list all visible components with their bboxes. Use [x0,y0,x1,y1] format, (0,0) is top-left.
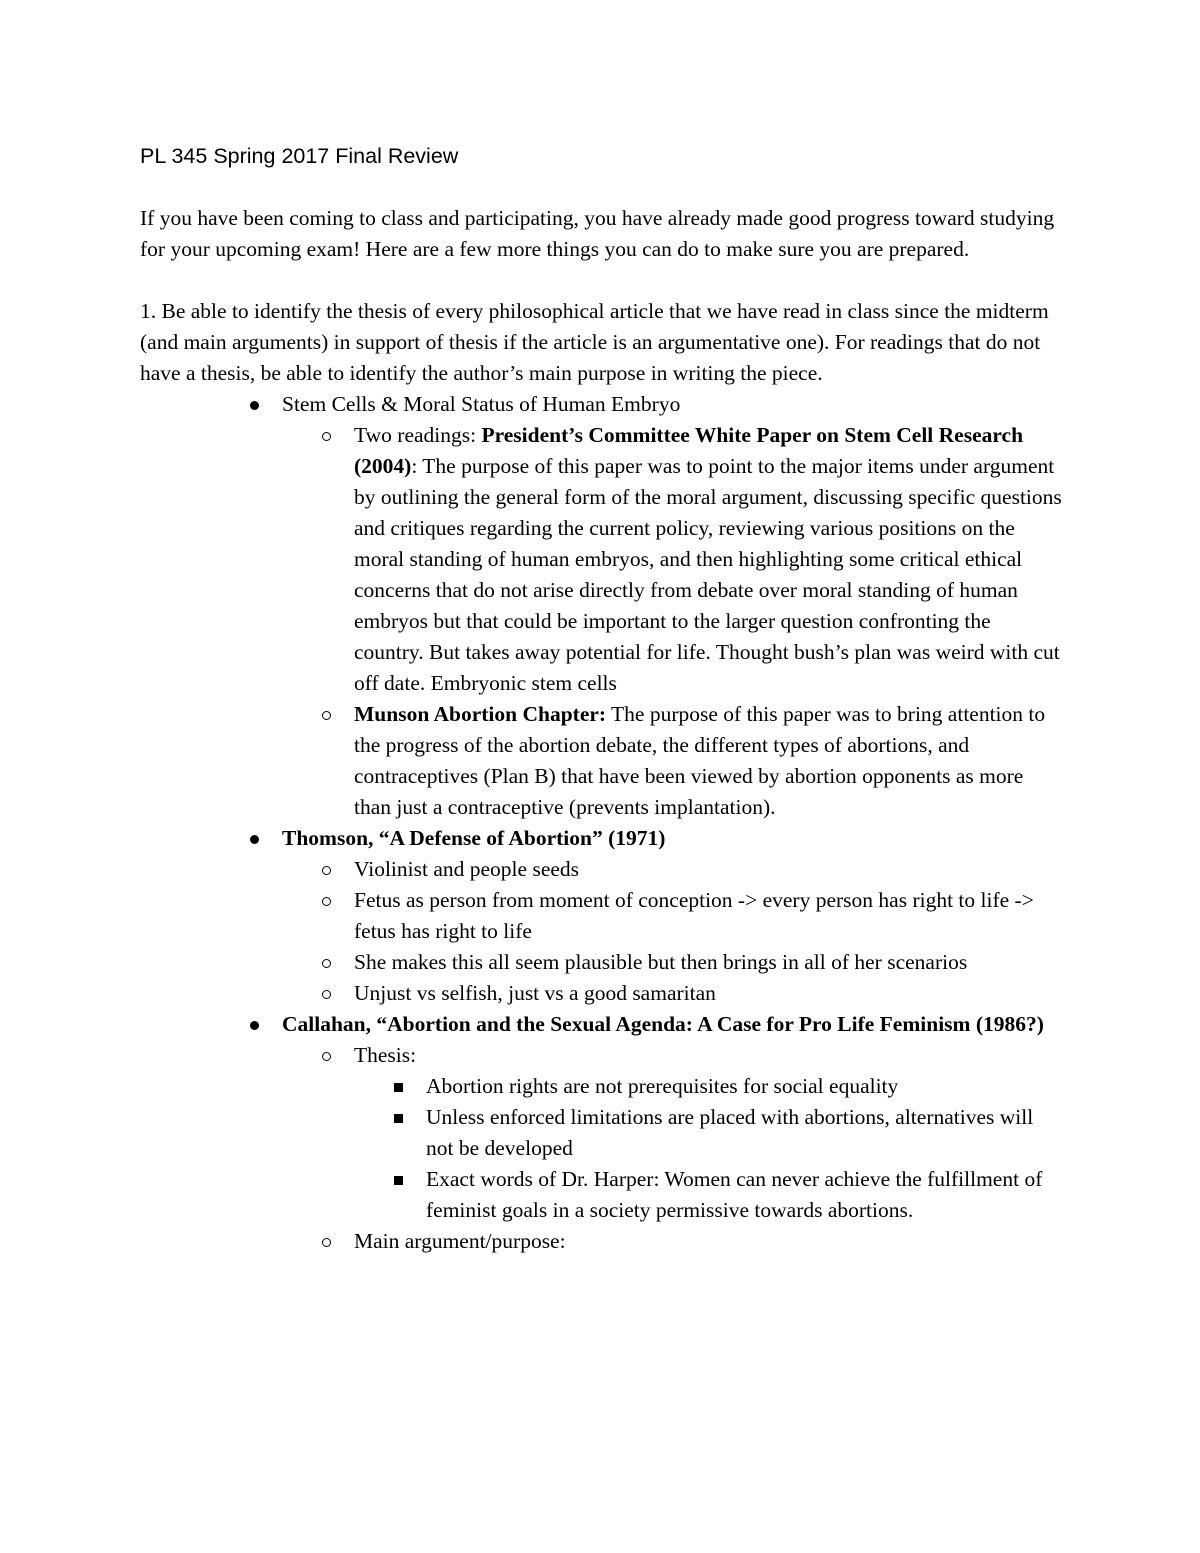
thesis-point-text: Abortion rights are not prerequisites for social equality [426,1074,899,1098]
sub-item [282,947,1065,978]
intro-paragraph: If you have been coming to class and participating, you have already made good progress toward studying for your upcoming exam! Here are a few more things you can do to make sure you are prepared. [140,206,1055,261]
sub-item-munson [282,699,1065,823]
hollow-bullet-icon [322,432,331,441]
sub-list [282,854,1065,1009]
filled-bullet-icon [250,1021,259,1030]
square-bullet-icon [394,1176,403,1185]
thesis-point [354,1071,1065,1102]
paragraph-spacer [140,265,1065,296]
thesis-point-text: Exact words of Dr. Harper: Women can never achieve the fulfillment of feminist goals in a society permissive towards abortions. [426,1167,1043,1222]
item-1-paragraph: 1. Be able to identify the thesis of every philosophical article that we have read in class since the midterm (and main arguments) in support of thesis if the article is an argumentative one). For readings that do not have a thesis, be able to identify the author’s main purpose in writing the piece. [140,299,1049,385]
hollow-bullet-icon [322,897,331,906]
reading-title: President’s Committee White Paper on Stem Cell Research (2004) [354,423,1024,478]
main-argument-label: Main argument/purpose: [354,1229,566,1253]
document-body [140,203,1065,1257]
square-bullet-icon [394,1083,403,1092]
sub-item [282,854,1065,885]
sub-item-text: She makes this all seem plausible but then brings in all of her scenarios [354,950,968,974]
thesis-label: Thesis: [354,1043,417,1067]
sub-item [282,885,1065,947]
sub-item-thesis [282,1040,1065,1226]
document-title: PL 345 Spring 2017 Final Review [140,144,459,168]
filled-bullet-icon [250,401,259,410]
sub-item-text: Violinist and people seeds [354,857,580,881]
hollow-bullet-icon [322,1238,331,1247]
hollow-bullet-icon [322,990,331,999]
filled-bullet-icon [250,835,259,844]
hollow-bullet-icon [322,866,331,875]
hollow-bullet-icon [322,711,331,720]
thesis-point-text: Unless enforced limitations are placed with abortions, alternatives will not be developed [426,1105,1034,1160]
hollow-bullet-icon [322,1052,331,1061]
topic-heading: Thomson, “A Defense of Abortion” (1971) [282,826,666,850]
sub-item-text: Unjust vs selfish, just vs a good samaritan [354,981,716,1005]
topic-heading: Stem Cells & Moral Status of Human Embryo [282,392,681,416]
topic-heading: Callahan, “Abortion and the Sexual Agenda: A Case for Pro Life Feminism (1986?) [282,1012,1044,1036]
topic-thomson [140,823,1065,1009]
topic-stem-cells [140,389,1065,823]
sub-item [282,978,1065,1009]
sub-item-text: Fetus as person from moment of conception -> every person has right to life -> fetus has right to life [354,888,1034,943]
sub-item-main-argument [282,1226,1065,1257]
topics-list [140,389,1065,1257]
hollow-bullet-icon [322,959,331,968]
topic-callahan [140,1009,1065,1257]
sub-item-white-paper [282,420,1065,699]
sub-item-text: : The purpose of this paper was to point to the major items under argument by outlining the general form of the moral argument, discussing specific questions and critiques regarding the current policy, reviewing various positions on the moral standing of human embryos, and then highlighting some critical ethical concerns that do not arise directly from debate over moral standing of human embryos but that could be important to the larger question confronting the country. But takes away potential for life. Thought bush’s plan was weird with cut off date. Embryonic stem cells [354,454,1062,695]
sub-item-prefix: Two readings: [354,423,482,447]
sub-item-text: The purpose of this paper was to bring attention to the progress of the abortion debate, the different types of abortions, and contraceptives (Plan B) that have been viewed by abortion opponents as more than just a contraceptive (prevents implantation). [354,702,1046,819]
thesis-points-list [354,1071,1065,1226]
thesis-point [354,1102,1065,1164]
sub-list [282,420,1065,823]
reading-title: Munson Abortion Chapter: [354,702,607,726]
sub-list [282,1040,1065,1257]
square-bullet-icon [394,1114,403,1123]
thesis-point [354,1164,1065,1226]
